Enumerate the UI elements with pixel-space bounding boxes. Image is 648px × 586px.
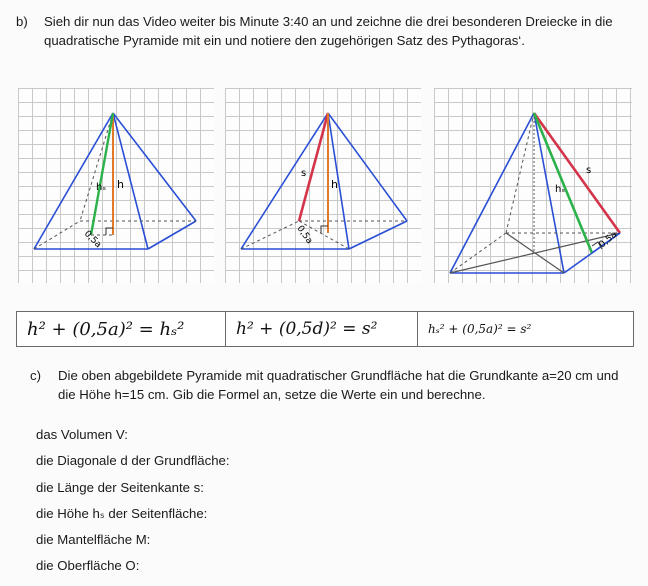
label-hs: hₛ xyxy=(96,182,107,193)
pyramid-figure-1 xyxy=(18,88,214,283)
formula-3: hₛ² + (0,5a)² = s² xyxy=(417,312,531,346)
side-edge-line xyxy=(299,113,328,221)
formula-1: h² + (0,5a)² = hₛ² xyxy=(27,318,185,340)
label-s: s xyxy=(301,168,307,179)
label-s: s xyxy=(586,165,592,176)
field-surface-area: die Oberfläche O: xyxy=(36,558,140,573)
task-b-label: b) xyxy=(16,14,28,29)
task-b xyxy=(16,12,626,50)
task-c xyxy=(30,366,620,404)
formula-2: h² + (0,5d)² = s² xyxy=(225,312,377,346)
label-half-a: 0,5a xyxy=(597,229,620,251)
field-diagonal: die Diagonale d der Grundfläche: xyxy=(36,453,230,468)
pyramid-drawing-1 xyxy=(18,88,214,283)
label-half-d: 0,5a xyxy=(294,223,315,246)
label-hs: hₛ xyxy=(555,184,566,195)
pyramid-figure-3 xyxy=(434,88,632,283)
label-half-a: 0,5a xyxy=(81,229,103,251)
task-c-label: c) xyxy=(30,368,41,383)
field-slant-height: die Höhe hₛ der Seitenfläche: xyxy=(36,506,208,521)
task-b-text: Sieh dir nun das Video weiter bis Minute 3:40 an und zeichne die drei besonderen Dreiecke in die quadratische Pyramide mit ein und notiere den zugehörigen Satz des Pythagoras‘. xyxy=(44,14,613,48)
field-lateral-area: die Mantelfläche M: xyxy=(36,532,151,547)
pyramid-figure-2 xyxy=(225,88,421,283)
pyramid-drawing-2 xyxy=(225,88,421,283)
task-c-text: Die oben abgebildete Pyramide mit quadratischer Grundfläche hat die Grundkante a=20 cm und die Höhe h=15 cm. Gib die Formel an, setze die Werte ein und berechne. xyxy=(58,368,619,402)
formula-row xyxy=(16,311,634,347)
label-h: h xyxy=(331,178,338,191)
label-h: h xyxy=(117,178,124,191)
pyramid-drawing-3 xyxy=(434,88,632,283)
field-side-edge: die Länge der Seitenkante s: xyxy=(36,480,204,495)
field-volume: das Volumen V: xyxy=(36,427,128,442)
